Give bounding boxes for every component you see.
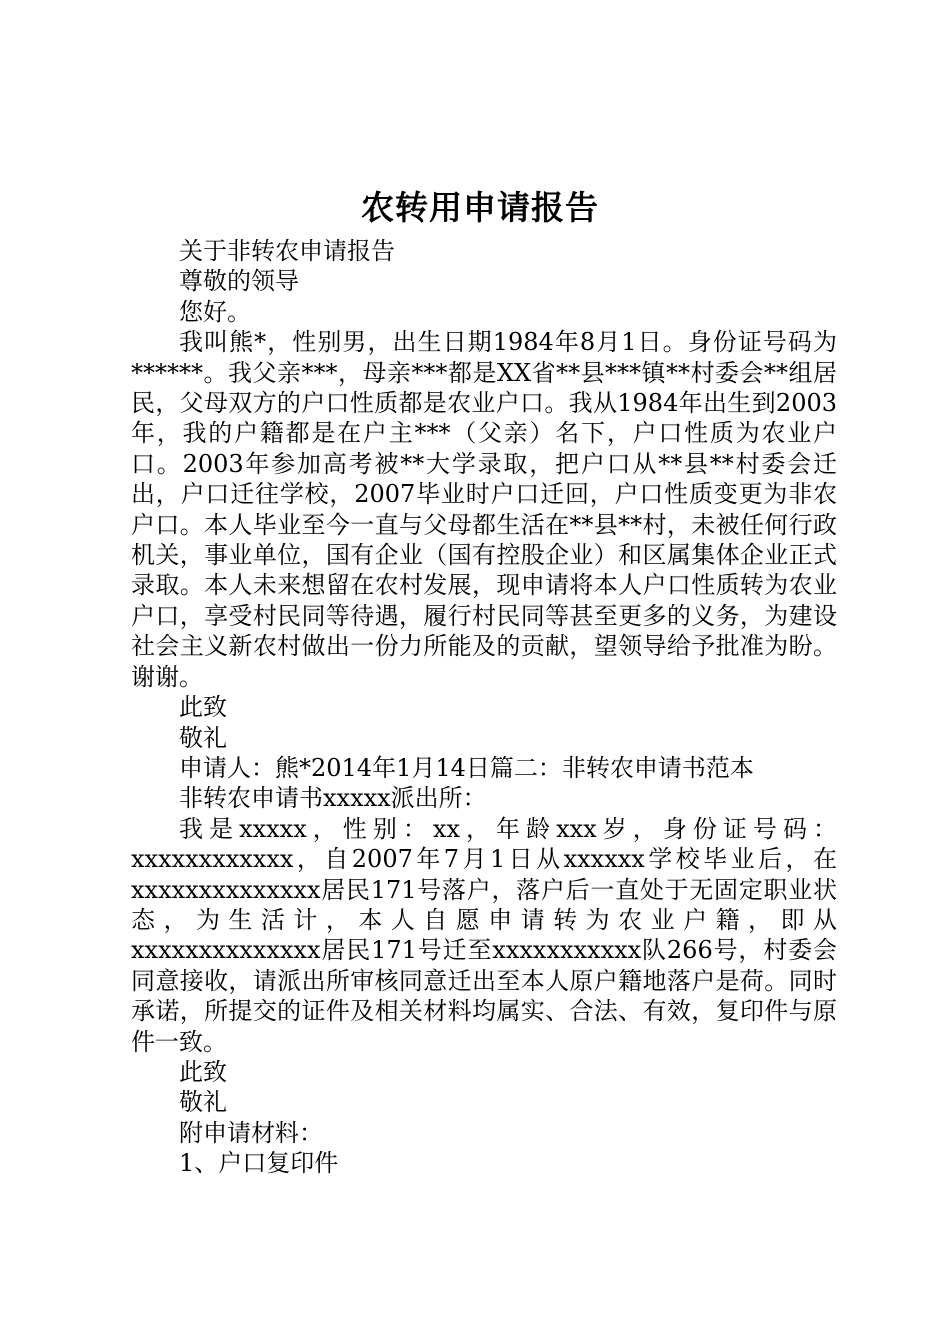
document-title: 农转用申请报告 [361,188,599,227]
closing-line: 此致 [179,1057,227,1086]
applicant-signature-line: 申请人：熊*2014年1月14日篇二：非转农申请书范本 [179,753,754,782]
second-letter-heading: 非转农申请书xxxxx派出所： [179,784,487,813]
document-body [131,236,837,1179]
attachments-heading: 附申请材料： [179,1118,323,1147]
subject-line: 关于非转农申请报告 [179,237,395,265]
attachment-item: 1、户口复印件 [179,1149,339,1178]
body-paragraph: 我是xxxxx，性别：xx，年龄xxx岁，身份证号码：xxxxxxxxxxxx，自2007年7月1日从xxxxxx学校毕业后，在xxxxxxxxxxxxxx居民171号落户，落户后一直处于无固定职业状态，为生活计，本人自愿申请转为农业户籍，即从xxxxxxxxxxxxxx居民171号迁至xxxxxxxxxxx队266号，村委会同意接收，请派出所审核同意迁出至本人原户籍地落户是荷。同时承诺，所提交的证件及相关材料均属实、合法、有效，复印件与原件一致。 [131,814,837,1056]
greeting: 您好。 [179,297,251,326]
salutation: 尊敬的领导 [179,267,299,296]
closing-regards: 敬礼 [179,723,227,752]
body-paragraph: 我叫熊*，性别男，出生日期1984年8月1日。身份证号码为******。我父亲***，母亲***都是XX省**县***镇**村委会**组居民，父母双方的户口性质都是农业户口。我从1984年出生到2003年，我的户籍都是在户主***（父亲）名下，户口性质为农业户口。2003年参加高考被**大学录取，把户口从**县**村委会迁出，户口迁往学校，2007毕业时户口迁回，户口性质变更为非农户口。本人毕业至今一直与父母都生活在**县**村，未被任何行政机关，事业单位，国有企业（国有控股企业）和区属集体企业正式录取。本人未来想留在农村发展，现申请将本人户口性质转为农业户口，享受村民同等待遇，履行村民同等甚至更多的义务，为建设社会主义新农村做出一份力所能及的贡献，望领导给予批准为盼。谢谢。 [131,328,837,691]
closing-regards: 敬礼 [179,1088,227,1117]
closing-line: 此致 [179,693,227,722]
